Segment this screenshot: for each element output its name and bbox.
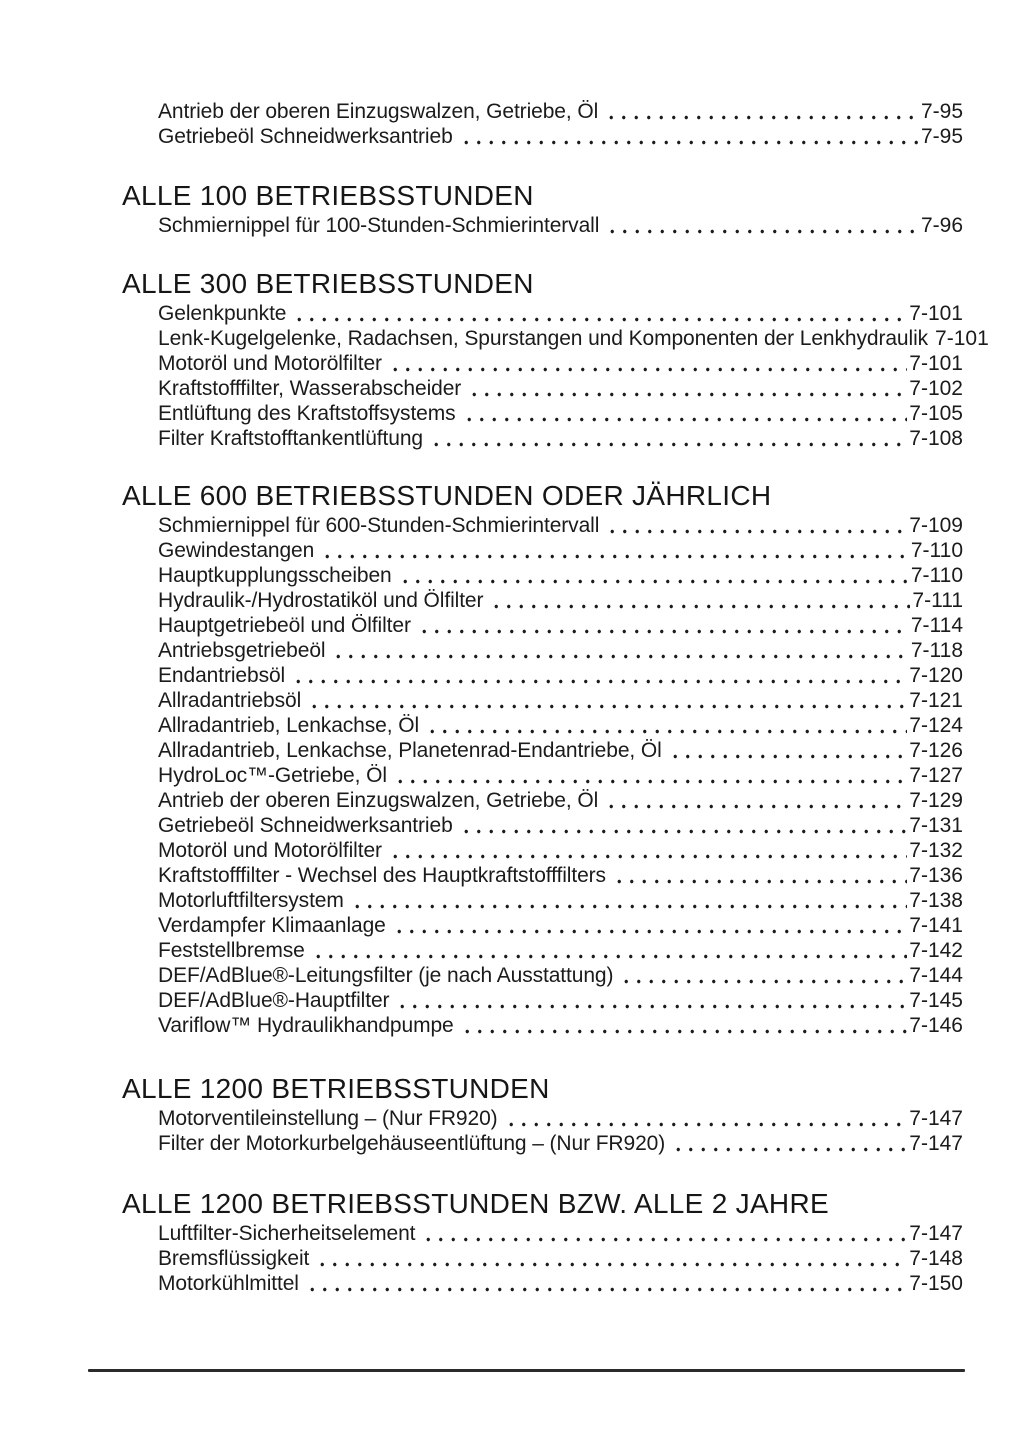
- dot-leader: [304, 1271, 907, 1296]
- entry-page-number: 7-118: [910, 639, 963, 662]
- toc-entry: [158, 213, 963, 238]
- entry-title: Filter Kraftstofftankentlüftung: [158, 427, 423, 450]
- entry-title: Feststellbremse: [158, 939, 305, 962]
- entry-title: Entlüftung des Kraftstoffsystems: [158, 402, 456, 425]
- dot-leader: [503, 1106, 908, 1131]
- entry-page-number: 7-126: [909, 739, 963, 762]
- toc-entry: [158, 763, 963, 788]
- section-entries: [0, 213, 1024, 238]
- entry-page-number: 7-110: [910, 539, 963, 562]
- entry-page-number: 7-101: [909, 352, 963, 375]
- entry-page-number: 7-102: [909, 377, 963, 400]
- entry-title: Verdampfer Klimaanlage: [158, 914, 386, 937]
- entry-page-number: 7-146: [909, 1014, 963, 1037]
- toc-entry: [158, 401, 963, 426]
- entry-page-number: 7-95: [920, 100, 963, 123]
- footer-rule: [88, 1369, 965, 1372]
- toc-entry: [158, 788, 963, 813]
- toc-entry: [158, 99, 963, 124]
- entry-title: Allradantrieb, Lenkachse, Planetenrad-Endantriebe, Öl: [158, 739, 662, 762]
- entry-page-number: 7-147: [909, 1132, 963, 1155]
- entry-page-number: 7-95: [920, 125, 963, 148]
- dot-leader: [397, 563, 909, 588]
- section-header: ALLE 100 BETRIEBSSTUNDEN: [122, 180, 534, 211]
- dot-leader: [387, 838, 907, 863]
- entry-title: Motoröl und Motorölfilter: [158, 839, 382, 862]
- toc-entry: [158, 1131, 963, 1156]
- dot-leader: [330, 638, 908, 663]
- toc-entry: [158, 963, 963, 988]
- dot-leader: [604, 513, 907, 538]
- toc-section: [0, 479, 1024, 1038]
- entry-title: Gelenkpunkte: [158, 302, 287, 325]
- dot-leader: [670, 1131, 907, 1156]
- entry-title: DEF/AdBlue®-Leitungsfilter (je nach Ausstattung): [158, 964, 614, 987]
- toc-section: [0, 1187, 1024, 1296]
- entry-title: Hydraulik-/Hydrostatiköl und Ölfilter: [158, 589, 484, 612]
- section-entries: [0, 301, 1024, 451]
- entry-title: Antrieb der oberen Einzugswalzen, Getriebe, Öl: [158, 100, 599, 123]
- dot-leader: [458, 124, 919, 149]
- dot-leader: [604, 213, 919, 238]
- entry-page-number: 7-142: [909, 939, 963, 962]
- toc-entry: [158, 124, 963, 149]
- dot-leader: [603, 788, 907, 813]
- entry-page-number: 7-101: [935, 327, 989, 350]
- dot-leader: [416, 613, 909, 638]
- entry-page-number: 7-147: [909, 1107, 963, 1130]
- toc-entry: [158, 1271, 963, 1296]
- toc-section: [0, 1072, 1024, 1156]
- entry-page-number: 7-138: [909, 889, 963, 912]
- dot-leader: [488, 588, 910, 613]
- entry-title: Bremsflüssigkeit: [158, 1247, 310, 1270]
- dot-leader: [319, 538, 909, 563]
- dot-leader: [306, 688, 907, 713]
- entry-page-number: 7-96: [920, 214, 963, 237]
- section-header: ALLE 1200 BETRIEBSSTUNDEN: [122, 1073, 550, 1104]
- toc-entry: [158, 913, 963, 938]
- entry-page-number: 7-101: [909, 302, 963, 325]
- entry-title: Schmiernippel für 100-Stunden-Schmierintervall: [158, 214, 600, 237]
- toc-entry: [158, 351, 963, 376]
- toc-entry: [158, 538, 963, 563]
- toc-section: [0, 99, 1024, 149]
- dot-leader: [458, 813, 908, 838]
- entry-title: Motoröl und Motorölfilter: [158, 352, 382, 375]
- entry-page-number: 7-114: [910, 614, 963, 637]
- entry-title: Luftfilter-Sicherheitselement: [158, 1222, 416, 1245]
- toc-section: [0, 267, 1024, 451]
- dot-leader: [349, 888, 908, 913]
- entry-title: HydroLoc™-Getriebe, Öl: [158, 764, 387, 787]
- entry-page-number: 7-148: [909, 1247, 963, 1270]
- entry-title: Endantriebsöl: [158, 664, 286, 687]
- entry-page-number: 7-150: [909, 1272, 963, 1295]
- entry-title: DEF/AdBlue®-Hauptfilter: [158, 989, 390, 1012]
- entry-title: Hauptgetriebeöl und Ölfilter: [158, 614, 411, 637]
- dot-leader: [420, 1221, 907, 1246]
- toc-entry: [158, 888, 963, 913]
- toc-entry: [158, 713, 963, 738]
- entry-page-number: 7-109: [909, 514, 963, 537]
- entry-page-number: 7-124: [909, 714, 963, 737]
- section-entries: [0, 1106, 1024, 1156]
- toc-entry: [158, 513, 963, 538]
- entry-title: Motorluftfiltersystem: [158, 889, 344, 912]
- toc-entry: [158, 326, 989, 351]
- entry-page-number: 7-129: [909, 789, 963, 812]
- entry-title: Kraftstofffilter - Wechsel des Hauptkraftstofffilters: [158, 864, 606, 887]
- entry-page-number: 7-147: [909, 1222, 963, 1245]
- toc-entry: [158, 838, 963, 863]
- dot-leader: [314, 1246, 907, 1271]
- section-header: ALLE 300 BETRIEBSSTUNDEN: [122, 268, 534, 299]
- toc-entry: [158, 376, 963, 401]
- dot-leader: [428, 426, 907, 451]
- entry-title: Schmiernippel für 600-Stunden-Schmierintervall: [158, 514, 600, 537]
- toc-entry: [158, 1013, 963, 1038]
- toc-entry: [158, 563, 963, 588]
- toc-entry: [158, 301, 963, 326]
- dot-leader: [459, 1013, 908, 1038]
- section-entries: [0, 513, 1024, 1038]
- entry-page-number: 7-108: [909, 427, 963, 450]
- toc-section: [0, 179, 1024, 238]
- toc-entry: [158, 426, 963, 451]
- entry-page-number: 7-111: [912, 589, 963, 612]
- entry-page-number: 7-127: [909, 764, 963, 787]
- toc-entry: [158, 1221, 963, 1246]
- section-entries: [0, 1221, 1024, 1296]
- dot-leader: [291, 301, 907, 326]
- toc-entry: [158, 638, 963, 663]
- dot-leader: [424, 713, 907, 738]
- toc-entry: [158, 1246, 963, 1271]
- dot-leader: [618, 963, 907, 988]
- dot-leader: [461, 401, 908, 426]
- entry-title: Gewindestangen: [158, 539, 315, 562]
- entry-title: Filter der Motorkurbelgehäuseentlüftung – (Nur FR920): [158, 1132, 666, 1155]
- entry-page-number: 7-141: [909, 914, 963, 937]
- dot-leader: [392, 763, 907, 788]
- entry-page-number: 7-110: [910, 564, 963, 587]
- entry-title: Antrieb der oberen Einzugswalzen, Getriebe, Öl: [158, 789, 599, 812]
- entry-title: Hauptkupplungsscheiben: [158, 564, 392, 587]
- dot-leader: [611, 863, 907, 888]
- entry-title: Lenk-Kugelgelenke, Radachsen, Spurstangen und Komponenten der Lenkhydraulik: [158, 327, 929, 350]
- dot-leader: [290, 663, 907, 688]
- entry-title: Variflow™ Hydraulikhandpumpe: [158, 1014, 454, 1037]
- toc-entry: [158, 663, 963, 688]
- entry-page-number: 7-145: [909, 989, 963, 1012]
- toc-entry: [158, 688, 963, 713]
- section-header: ALLE 600 BETRIEBSSTUNDEN ODER JÄHRLICH: [122, 480, 772, 511]
- toc-entry: [158, 988, 963, 1013]
- toc-entry: [158, 1106, 963, 1131]
- toc-entry: [158, 813, 963, 838]
- dot-leader: [391, 913, 908, 938]
- dot-leader: [310, 938, 908, 963]
- dot-leader: [667, 738, 908, 763]
- entry-title: Kraftstofffilter, Wasserabscheider: [158, 377, 462, 400]
- toc-entry: [158, 938, 963, 963]
- section-entries: [0, 99, 1024, 149]
- dot-leader: [466, 376, 907, 401]
- entry-page-number: 7-131: [909, 814, 963, 837]
- entry-page-number: 7-136: [909, 864, 963, 887]
- entry-title: Motorkühlmittel: [158, 1272, 299, 1295]
- entry-page-number: 7-144: [909, 964, 963, 987]
- entry-title: Getriebeöl Schneidwerksantrieb: [158, 814, 453, 837]
- entry-page-number: 7-105: [909, 402, 963, 425]
- dot-leader: [394, 988, 907, 1013]
- entry-title: Motorventileinstellung – (Nur FR920): [158, 1107, 498, 1130]
- dot-leader: [387, 351, 907, 376]
- toc-entry: [158, 613, 963, 638]
- toc-entry: [158, 738, 963, 763]
- toc-entry: [158, 863, 963, 888]
- dot-leader: [603, 99, 919, 124]
- entry-page-number: 7-132: [909, 839, 963, 862]
- entry-title: Allradantrieb, Lenkachse, Öl: [158, 714, 420, 737]
- entry-title: Getriebeöl Schneidwerksantrieb: [158, 125, 453, 148]
- entry-title: Antriebsgetriebeöl: [158, 639, 326, 662]
- entry-title: Allradantriebsöl: [158, 689, 302, 712]
- entry-page-number: 7-120: [909, 664, 963, 687]
- entry-page-number: 7-121: [909, 689, 963, 712]
- section-header: ALLE 1200 BETRIEBSSTUNDEN BZW. ALLE 2 JAHRE: [122, 1188, 829, 1219]
- toc-entry: [158, 588, 963, 613]
